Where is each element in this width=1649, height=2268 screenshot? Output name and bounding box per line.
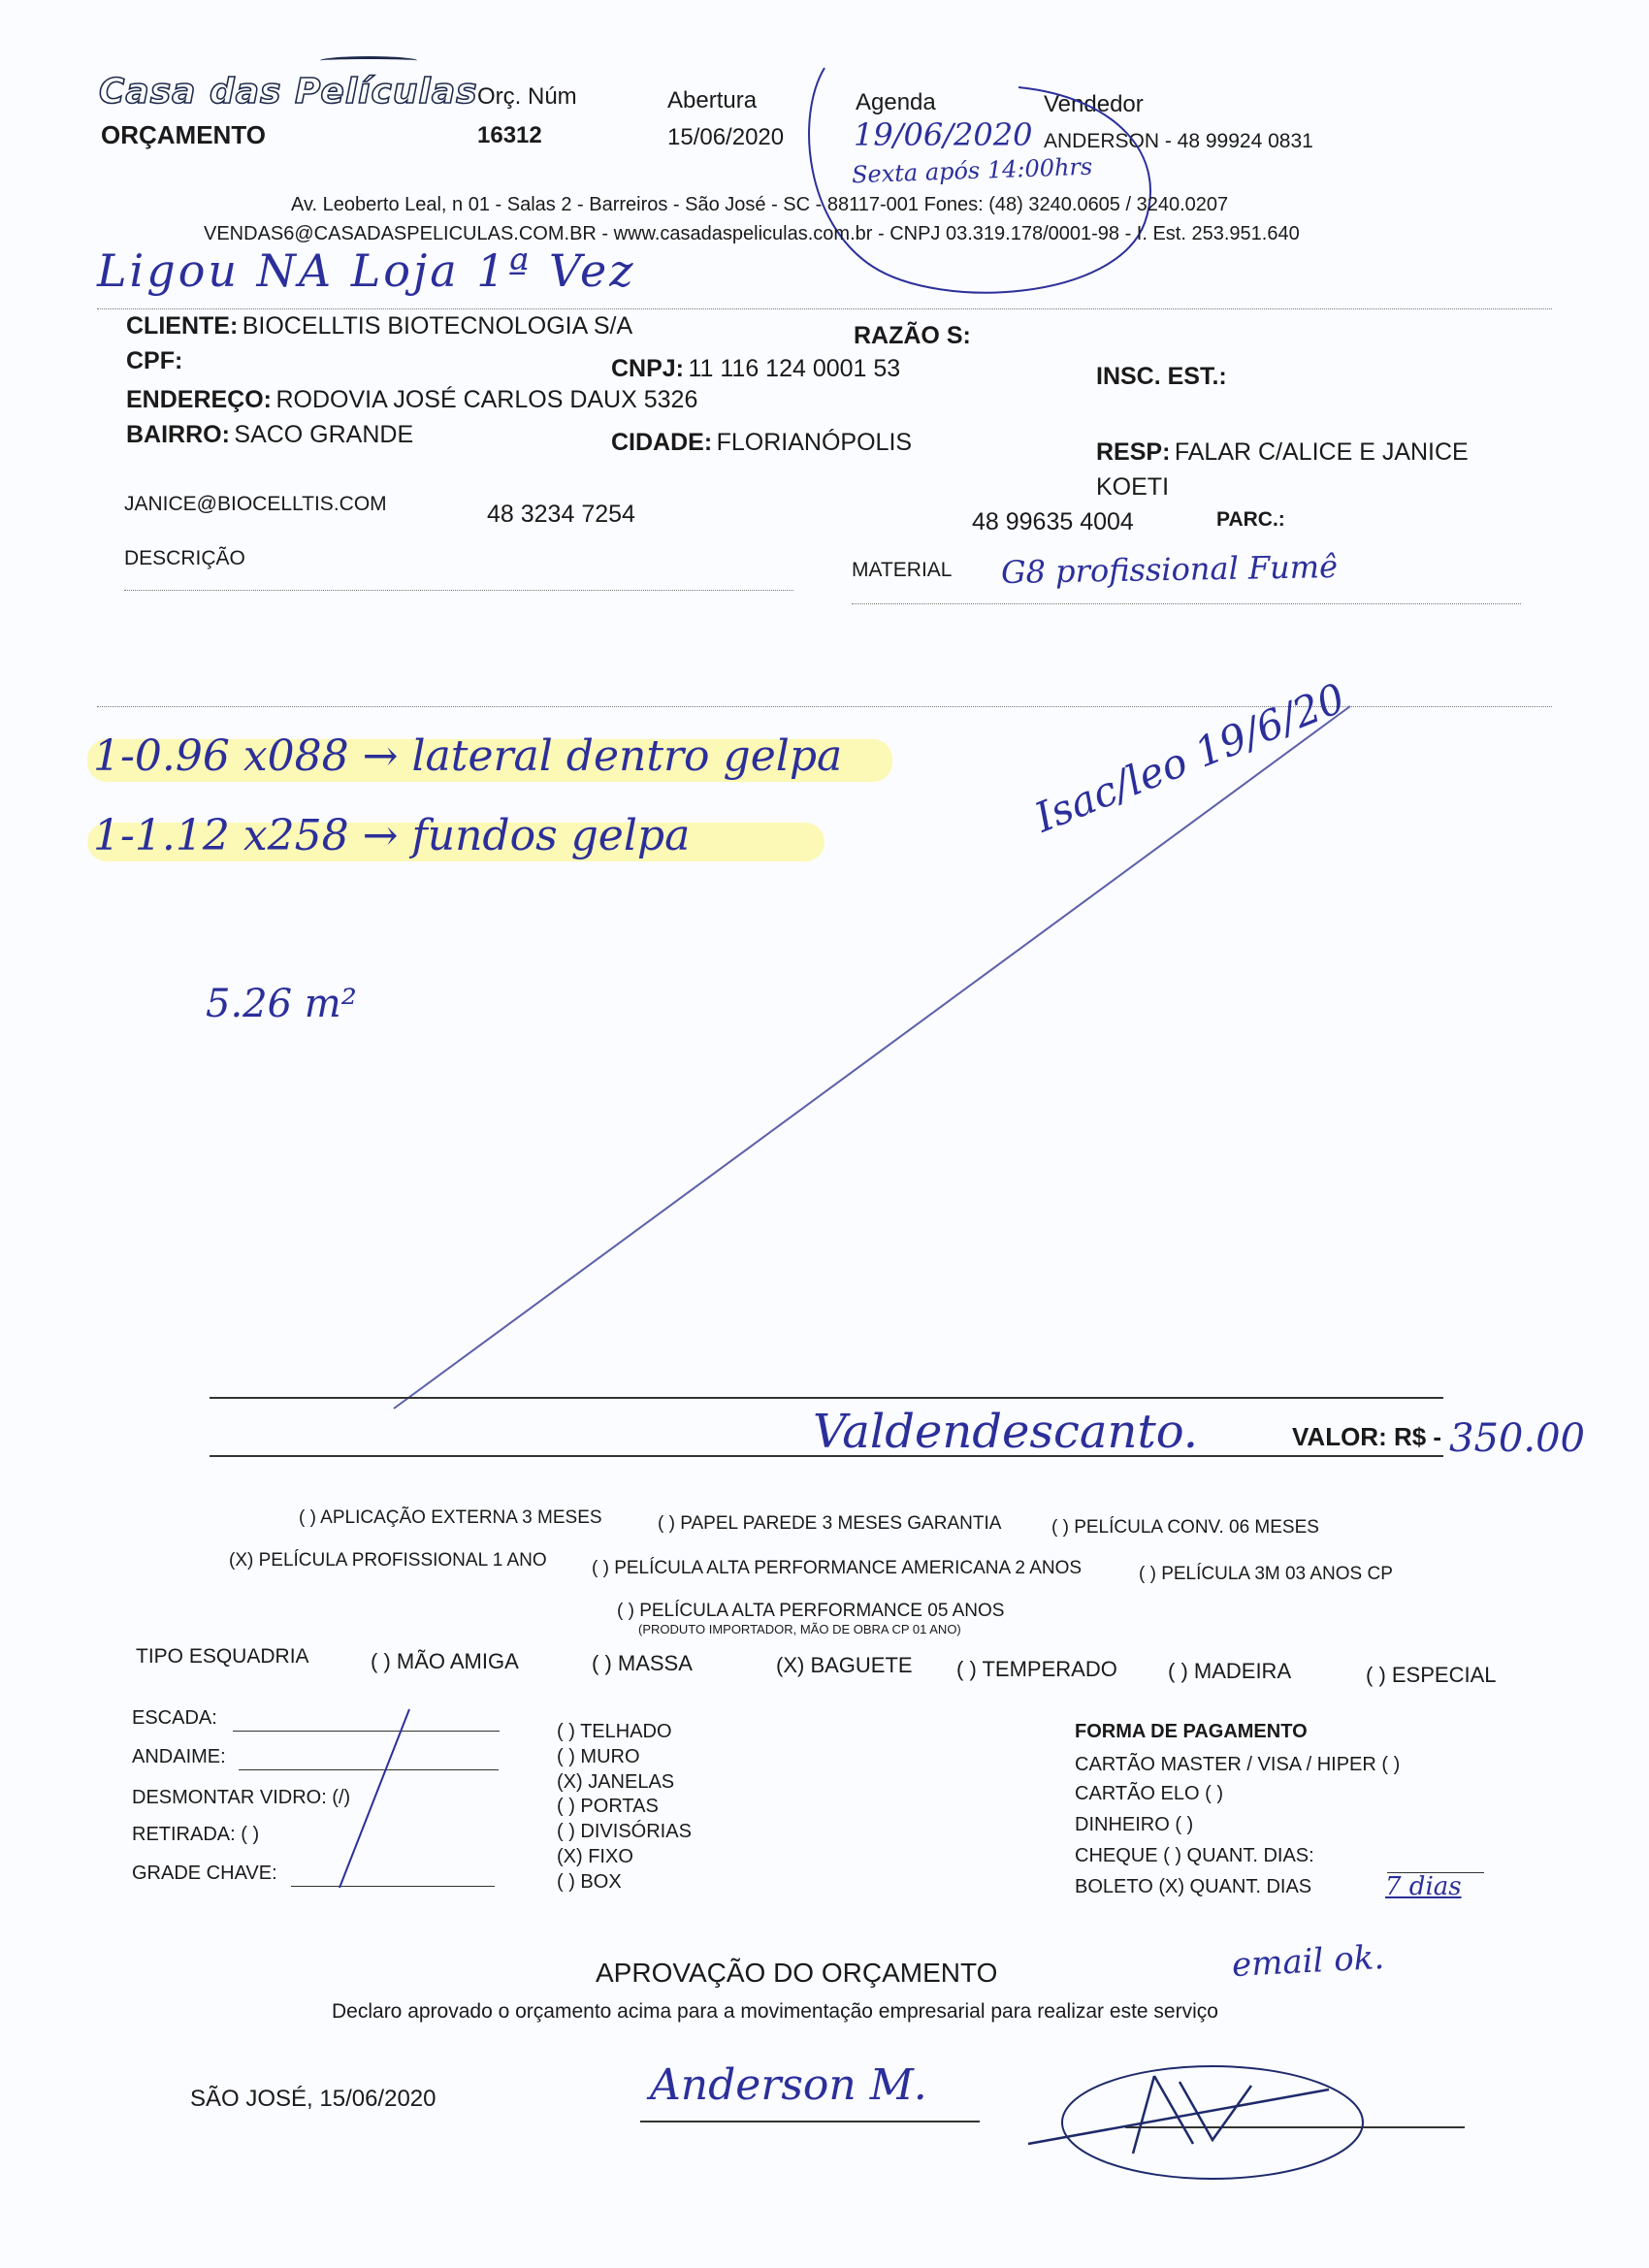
boleto-dias: 7 dias — [1385, 1872, 1462, 1901]
warranty-option: ( ) PELÍCULA 3M 03 ANOS CP — [1139, 1564, 1393, 1584]
material-label: MATERIAL — [852, 559, 953, 581]
agenda-date: 19/06/2020 — [854, 116, 1033, 153]
vendedor-value: ANDERSON - 48 99924 0831 — [1044, 130, 1313, 152]
local-option: ( ) TELHADO — [557, 1721, 672, 1742]
desmontar-label: DESMONTAR VIDRO: (/) — [132, 1787, 351, 1808]
signature-2 — [1009, 2047, 1416, 2192]
esquadria-option: ( ) MADEIRA — [1168, 1659, 1292, 1683]
parc-label: PARC.: — [1216, 508, 1285, 531]
local-option: ( ) BOX — [557, 1871, 622, 1893]
resp-value: FALAR C/ALICE E JANICE — [1174, 438, 1469, 466]
address-line-1: Av. Leoberto Leal, n 01 - Salas 2 - Barreiros - São José - SC - 88117-001 Fones: (48) 3240.0605 / 3240.0207 — [291, 194, 1229, 215]
cliente-label: CLIENTE: — [126, 312, 239, 340]
handwritten-isac: Isac/leo 19/6/20 — [1028, 673, 1352, 842]
company-logo: Casa das Películas — [99, 72, 478, 112]
cidade-value: FLORIANÓPOLIS — [716, 429, 913, 456]
email-ok-note: email ok. — [1231, 1937, 1386, 1986]
vendedor-label: Vendedor — [1044, 91, 1144, 117]
warranty-option: ( ) PELÍCULA CONV. 06 MESES — [1051, 1517, 1319, 1538]
material-value: G8 profissional Fumê — [1000, 547, 1339, 592]
esquadria-label: TIPO ESQUADRIA — [136, 1645, 309, 1668]
local-option: ( ) DIVISÓRIAS — [557, 1821, 692, 1842]
warranty-note: (PRODUTO IMPORTADOR, MÃO DE OBRA CP 01 ANO) — [638, 1622, 961, 1636]
orc-num-label: Orç. Núm — [477, 83, 577, 110]
pagamento-option: CARTÃO ELO ( ) — [1075, 1783, 1223, 1804]
area-note: 5.26 m² — [206, 982, 357, 1026]
grade-label: GRADE CHAVE: — [132, 1863, 277, 1884]
agenda-label: Agenda — [856, 89, 936, 115]
signature-1: Anderson M. — [650, 2060, 927, 2110]
client-email: JANICE@BIOCELLTIS.COM — [124, 493, 387, 515]
valor-amount: 350.00 — [1449, 1416, 1585, 1461]
pagamento-option: CARTÃO MASTER / VISA / HIPER ( ) — [1075, 1754, 1401, 1775]
pagamento-option: BOLETO (X) QUANT. DIAS — [1075, 1876, 1312, 1897]
item-line-2: 1-1.12 x258 → fundos gelpa — [93, 811, 691, 860]
cliente-value: BIOCELLTIS BIOTECNOLOGIA S/A — [242, 312, 633, 340]
local-option: (X) JANELAS — [557, 1771, 675, 1793]
warranty-option: (X) PELÍCULA PROFISSIONAL 1 ANO — [229, 1550, 547, 1571]
cpf-label: CPF: — [126, 347, 183, 374]
warranty-option: ( ) PAPEL PAREDE 3 MESES GARANTIA — [658, 1513, 1002, 1534]
agenda-note: Sexta após 14:00hrs — [851, 152, 1093, 189]
insc-label: INSC. EST.: — [1096, 363, 1227, 390]
andaime-label: ANDAIME: — [132, 1746, 226, 1767]
client-phone-2: 48 99635 4004 — [972, 508, 1134, 535]
item-line-1: 1-0.96 x088 → lateral dentro gelpa — [93, 731, 843, 781]
resp-label: RESP: — [1096, 438, 1171, 466]
esquadria-option: (X) BAGUETE — [776, 1653, 913, 1677]
address-line-2: VENDAS6@CASADASPELICULAS.COM.BR - www.casadaspeliculas.com.br - CNPJ 03.319.178/0001-98 - I. Est. 253.951.640 — [204, 223, 1300, 244]
abertura-value: 15/06/2020 — [667, 124, 785, 150]
cnpj-label: CNPJ: — [611, 355, 685, 382]
cidade-label: CIDADE: — [611, 429, 713, 456]
orc-num-value: 16312 — [477, 122, 542, 148]
pagamento-title: FORMA DE PAGAMENTO — [1075, 1721, 1308, 1742]
document-title: ORÇAMENTO — [101, 120, 266, 149]
client-phone-1: 48 3234 7254 — [487, 501, 635, 528]
handwritten-ligou: Ligou NA Loja 1ª Vez — [97, 244, 636, 297]
local-option: (X) FIXO — [557, 1846, 633, 1867]
descricao-label: DESCRIÇÃO — [124, 547, 245, 569]
valor-label: VALOR: R$ - — [1292, 1422, 1442, 1451]
escada-label: ESCADA: — [132, 1707, 217, 1729]
esquadria-option: ( ) ESPECIAL — [1366, 1663, 1497, 1687]
warranty-option: ( ) PELÍCULA ALTA PERFORMANCE AMERICANA 2 ANOS — [592, 1558, 1083, 1578]
esquadria-option: ( ) MÃO AMIGA — [371, 1649, 519, 1673]
valor-note: Valdendescanto. — [813, 1405, 1199, 1459]
local-option: ( ) MURO — [557, 1746, 640, 1767]
extras-strike — [330, 1703, 427, 1897]
bairro-label: BAIRRO: — [126, 421, 230, 448]
abertura-label: Abertura — [667, 87, 758, 113]
resp-value-2: KOETI — [1096, 473, 1170, 501]
esquadria-option: ( ) TEMPERADO — [956, 1657, 1117, 1681]
bairro-value: SACO GRANDE — [234, 421, 414, 448]
retirada-label: RETIRADA: ( ) — [132, 1824, 260, 1845]
cnpj-value: 11 116 124 0001 53 — [688, 355, 901, 382]
endereco-label: ENDEREÇO: — [126, 386, 273, 413]
place-date: SÃO JOSÉ, 15/06/2020 — [190, 2086, 436, 2112]
approval-title: APROVAÇÃO DO ORÇAMENTO — [596, 1958, 998, 1988]
value-line-1 — [210, 1397, 1443, 1399]
warranty-option: ( ) PELÍCULA ALTA PERFORMANCE 05 ANOS — [617, 1601, 1005, 1621]
pagamento-option: DINHEIRO ( ) — [1075, 1814, 1194, 1835]
razao-label: RAZÃO S: — [854, 322, 971, 349]
local-option: ( ) PORTAS — [557, 1796, 659, 1817]
pagamento-option: CHEQUE ( ) QUANT. DIAS: — [1075, 1845, 1314, 1866]
endereco-value: RODOVIA JOSÉ CARLOS DAUX 5326 — [275, 386, 698, 413]
warranty-option: ( ) APLICAÇÃO EXTERNA 3 MESES — [299, 1507, 602, 1528]
signature-line-1 — [640, 2121, 980, 2122]
esquadria-option: ( ) MASSA — [592, 1651, 693, 1675]
approval-declaration: Declaro aprovado o orçamento acima para a movimentação empresarial para realizar este serviço — [332, 2000, 1218, 2023]
